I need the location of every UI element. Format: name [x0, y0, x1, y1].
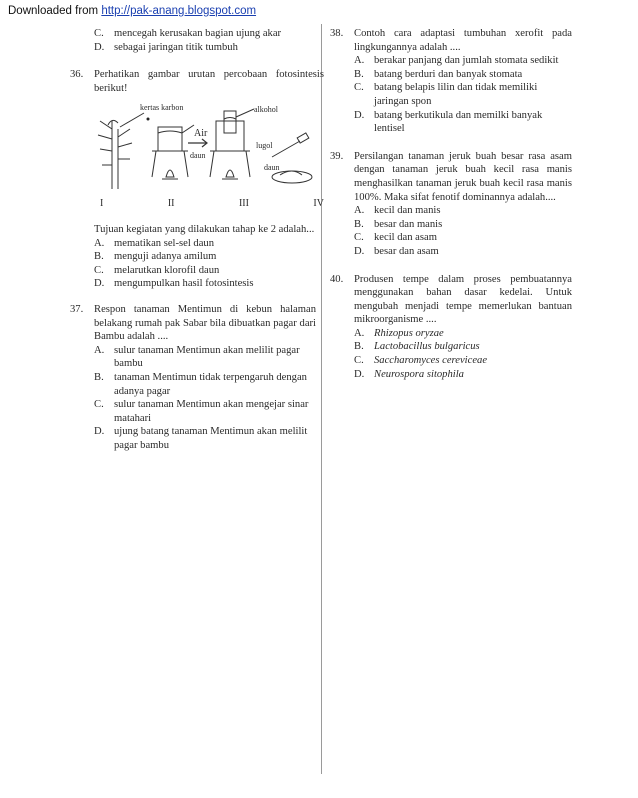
label-leaf-2: daun: [190, 151, 206, 161]
question-stem: Respon tanaman Mentimun di kebun halaman belakang rumah pak Sabar bila dibuatkan pagar dari Bambu adalah ....: [94, 303, 316, 343]
option: B. tanaman Mentimun tidak terpengaruh dengan adanya pagar: [94, 371, 307, 397]
question-39: [330, 150, 572, 259]
download-header: [8, 5, 256, 17]
option: C. batang belapis lilin dan tidak memiliki jaringan spon: [354, 82, 538, 107]
question-number: 36.: [70, 69, 84, 81]
option: B. batang berduri dan banyak stomata: [354, 68, 523, 80]
option: B. menguji adanya amilum: [94, 251, 217, 263]
option: D. besar dan asam: [354, 245, 439, 257]
stage-label: IV: [313, 198, 324, 210]
question-number: 38.: [330, 28, 344, 39]
option: C. melarutkan klorofil daun: [94, 264, 220, 276]
photosynthesis-figure: [94, 99, 324, 195]
option: D. Neurospora sitophila: [354, 368, 464, 380]
stage-label: III: [238, 198, 249, 210]
option: D. sebagai jaringan titik tumbuh: [94, 41, 238, 53]
label-carbon-paper: kertas karbon: [140, 103, 184, 113]
question-number: 37.: [70, 303, 84, 315]
option: B. besar dan manis: [354, 218, 443, 230]
option: C. sulur tanaman Mentimun akan mengejar sinar matahari: [94, 399, 309, 424]
question-stem-2: Tujuan kegiatan yang dilakukan tahap ke 2 adalah...: [94, 223, 315, 235]
question-number: 39.: [330, 150, 344, 162]
header-prefix: Downloaded from: [8, 5, 102, 17]
label-alcohol: alkohol: [254, 105, 278, 115]
option: A. kecil dan manis: [354, 205, 441, 217]
option: C. kecil dan asam: [354, 232, 437, 244]
question-36: [70, 68, 324, 291]
stage-label: II: [167, 198, 175, 210]
option: C. Saccharomyces cereviceae: [354, 355, 488, 367]
option: C. mencegah kerusakan bagian ujung akar: [94, 28, 282, 39]
label-leaf-4: daun: [264, 163, 280, 173]
option: A. Rhizopus oryzae: [354, 327, 444, 339]
question-number: 40.: [330, 273, 344, 285]
option: D. ujung batang tanaman Mentimun akan melilit pagar bambu: [94, 426, 308, 451]
experiment-illustration: [94, 99, 324, 195]
option: A. berakar panjang dan jumlah stomata sedikit: [354, 55, 559, 67]
label-lugol: lugol: [256, 141, 273, 151]
question-stem: Contoh cara adaptasi tumbuhan xerofit pada lingkungannya adalah ....: [354, 28, 572, 53]
option: D. batang berkutikula dan memilki banyak lentisel: [354, 109, 543, 135]
option: B. Lactobacillus bulgaricus: [354, 341, 480, 353]
right-column: [330, 27, 572, 381]
option: A. mematikan sel-sel daun: [94, 237, 215, 249]
question-37: [70, 303, 316, 453]
left-column: [70, 27, 324, 452]
stage-labels: [94, 197, 324, 211]
source-link[interactable]: http://pak-anang.blogspot.com: [101, 5, 257, 17]
option: D. mengumpulkan hasil fotosintesis: [94, 278, 254, 290]
question-38: [330, 27, 572, 136]
q35-options: [70, 27, 316, 54]
question-stem: Perhatikan gambar urutan percobaan fotosintesis berikut!: [94, 69, 324, 94]
label-water: Air: [194, 128, 208, 140]
question-stem: Produsen tempe dalam proses pembuatannya menggunakan bahan dasar kedelai. Untuk mengubah menjadi tempe memerlukan bantuan mikroorganisme ....: [354, 273, 572, 326]
stage-label: I: [100, 198, 104, 210]
option: A. sulur tanaman Mentimun akan melilit pagar bambu: [94, 344, 300, 370]
question-stem: Persilangan tanaman jeruk buah besar rasa asam dengan tanaman jeruk buah kecil rasa manis menghasilkan tanaman jeruk buah kecil rasa manis 100%. Maka sifat fenotif dominannya adalah....: [354, 150, 572, 203]
question-40: [330, 273, 572, 382]
